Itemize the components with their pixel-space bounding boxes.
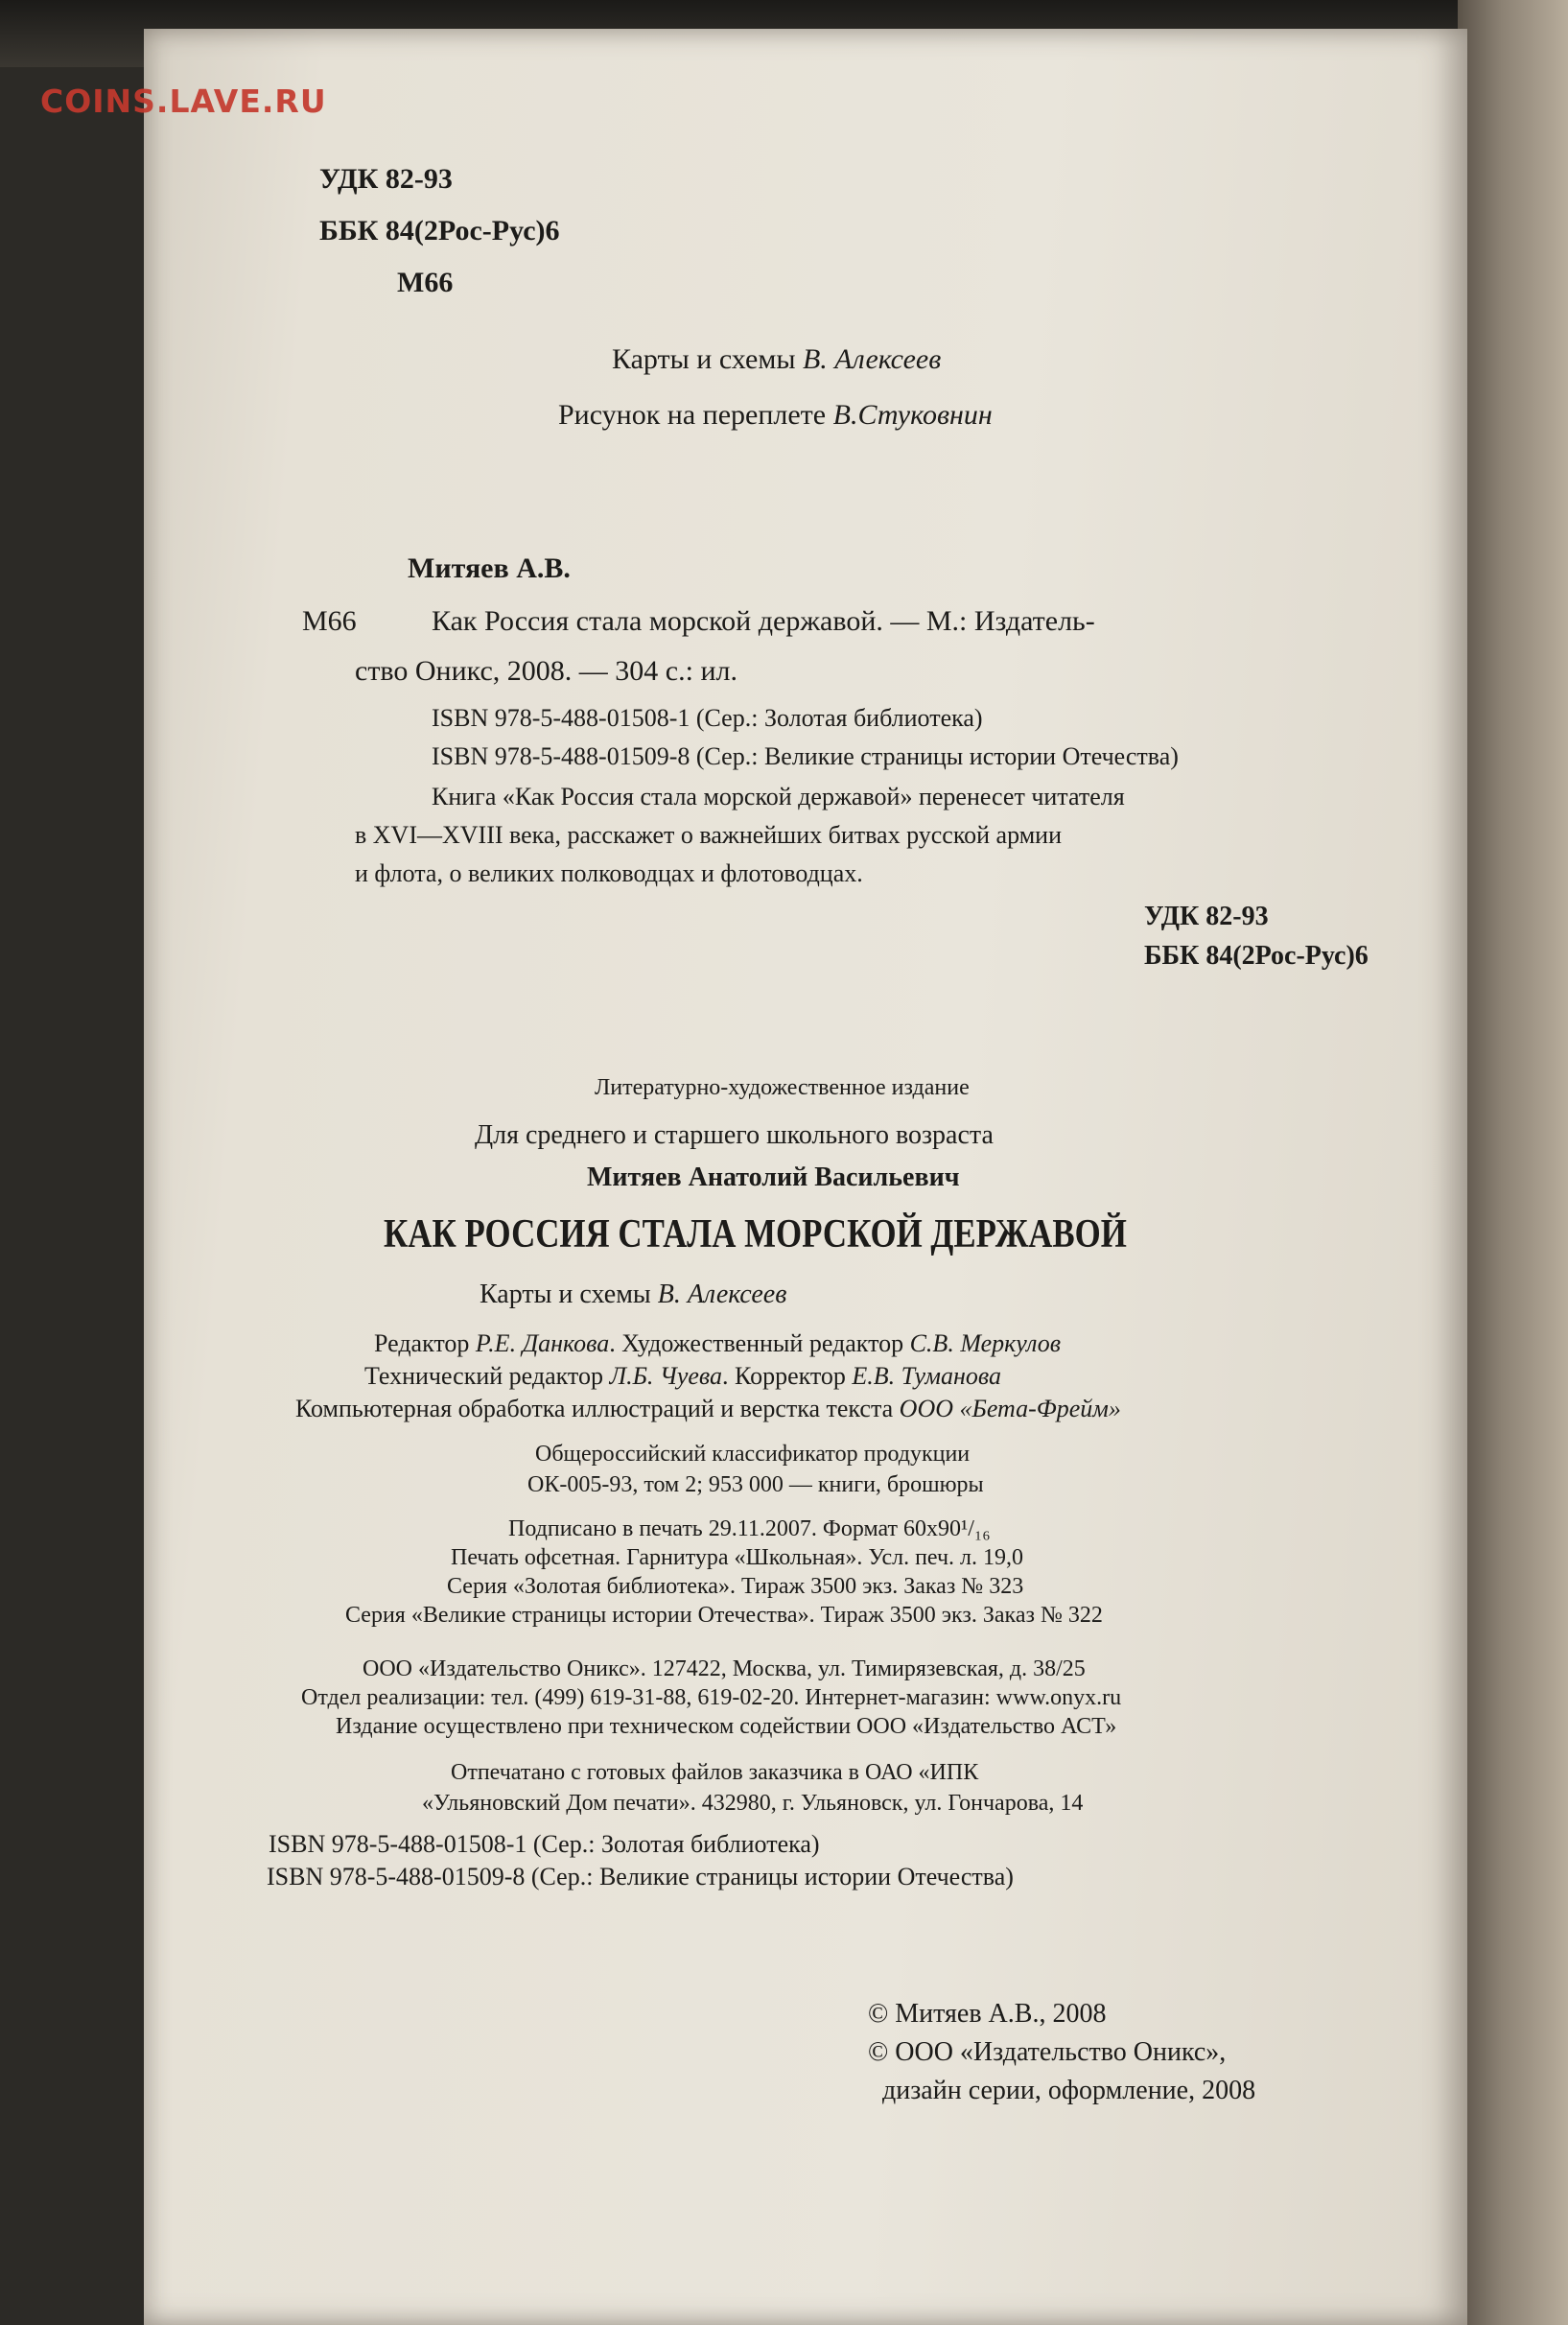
staff-name: Л.Б. Чуева [609, 1362, 723, 1390]
staff-role: Редактор [374, 1329, 476, 1357]
age-group: Для среднего и старшего школьного возраста [475, 1120, 994, 1150]
printer-line: «Ульяновский Дом печати». 432980, г. Ульяновск, ул. Гончарова, 14 [422, 1791, 1084, 1816]
publisher-line: Отдел реализации: тел. (499) 619-31-88, 619-02-20. Интернет-магазин: www.onyx.ru [301, 1685, 1122, 1710]
catalog-code: М66 [302, 605, 357, 637]
staff-role: Компьютерная обработка иллюстраций и верстка текста [295, 1395, 900, 1422]
imprint-maps-name: В. Алексеев [657, 1280, 787, 1309]
udk-code: УДК 82-93 [319, 163, 453, 195]
catalog-udk: УДК 82-93 [1144, 902, 1269, 931]
author-sign: М66 [397, 267, 454, 298]
print-line: Подписано в печать 29.11.2007. Формат 60х90¹/₁₆ [508, 1516, 991, 1541]
staff-name: Е.В. Туманова [852, 1362, 1002, 1390]
publisher-line: ООО «Издательство Оникс». 127422, Москва, ул. Тимирязевская, д. 38/25 [363, 1656, 1086, 1681]
catalog-bbk: ББК 84(2Рос-Рус)6 [1144, 941, 1369, 971]
bbk-code: ББК 84(2Рос-Рус)6 [319, 215, 560, 247]
publisher-line: Издание осуществлено при техническом содействии ООО «Издательство АСТ» [336, 1714, 1117, 1739]
watermark-text: COINS.LAVE.RU [40, 82, 327, 120]
staff-name: ООО «Бета-Фрейм» [899, 1395, 1121, 1422]
catalog-annotation-line: и флота, о великих полководцах и флотоводцах. [355, 859, 863, 887]
maps-credit-name: В. Алексеев [802, 343, 942, 375]
book-title: КАК РОССИЯ СТАЛА МОРСКОЙ ДЕРЖАВОЙ [384, 1212, 1127, 1256]
staff-role: . Художественный редактор [609, 1329, 910, 1357]
catalog-title-line2: ство Оникс, 2008. — 304 с.: ил. [355, 655, 737, 687]
printer-line: Отпечатано с готовых файлов заказчика в ОАО «ИПК [451, 1760, 979, 1785]
staff-line [364, 1364, 1001, 1389]
copyright-design: дизайн серии, оформление, 2008 [882, 2076, 1256, 2105]
catalog-author: Митяев А.В. [408, 552, 571, 584]
classifier-line: ОК-005-93, том 2; 953 000 — книги, брошюры [527, 1472, 984, 1497]
staff-role: Технический редактор [364, 1362, 610, 1390]
cover-credit-label: Рисунок на переплете [558, 399, 827, 431]
copyright-publisher: © ООО «Издательство Оникс», [868, 2037, 1227, 2067]
maps-credit [612, 345, 941, 374]
book-page [144, 29, 1467, 2325]
imprint-maps-credit [480, 1281, 786, 1308]
staff-line [295, 1397, 1121, 1421]
imprint-isbn2: ISBN 978-5-488-01509-8 (Сер.: Великие страницы истории Отечества) [267, 1863, 1014, 1891]
background-book-edge [1458, 0, 1568, 2325]
maps-credit-label: Карты и схемы [612, 343, 796, 375]
edition-type: Литературно-художественное издание [595, 1075, 970, 1100]
catalog-isbn1: ISBN 978-5-488-01508-1 (Сер.: Золотая библиотека) [432, 704, 983, 732]
copyright-author: © Митяев А.В., 2008 [868, 1999, 1107, 2029]
staff-role: . Корректор [722, 1362, 853, 1390]
catalog-title-line1: Как Россия стала морской державой. — М.: Издатель- [432, 605, 1095, 637]
imprint-isbn1: ISBN 978-5-488-01508-1 (Сер.: Золотая библиотека) [269, 1830, 820, 1858]
staff-name: Р.Е. Данкова [475, 1329, 610, 1357]
print-line: Печать офсетная. Гарнитура «Школьная». Усл. печ. л. 19,0 [451, 1545, 1024, 1570]
print-line: Серия «Великие страницы истории Отечества». Тираж 3500 экз. Заказ № 322 [345, 1603, 1103, 1628]
cover-credit [558, 401, 993, 430]
catalog-annotation-line: в XVI—XVIII века, расскажет о важнейших битвах русской армии [355, 821, 1062, 849]
author-full-name: Митяев Анатолий Васильевич [587, 1162, 960, 1192]
cover-credit-name: В.Стуковнин [832, 399, 993, 431]
staff-name: С.В. Меркулов [909, 1329, 1062, 1357]
catalog-annotation-line: Книга «Как Россия стала морской державой» перенесет читателя [432, 783, 1125, 810]
catalog-isbn2: ISBN 978-5-488-01509-8 (Сер.: Великие страницы истории Отечества) [432, 742, 1179, 770]
print-line: Серия «Золотая библиотека». Тираж 3500 экз. Заказ № 323 [447, 1574, 1024, 1599]
imprint-maps-label: Карты и схемы [480, 1280, 651, 1309]
staff-line [374, 1331, 1061, 1356]
classifier-line: Общероссийский классификатор продукции [535, 1442, 971, 1467]
